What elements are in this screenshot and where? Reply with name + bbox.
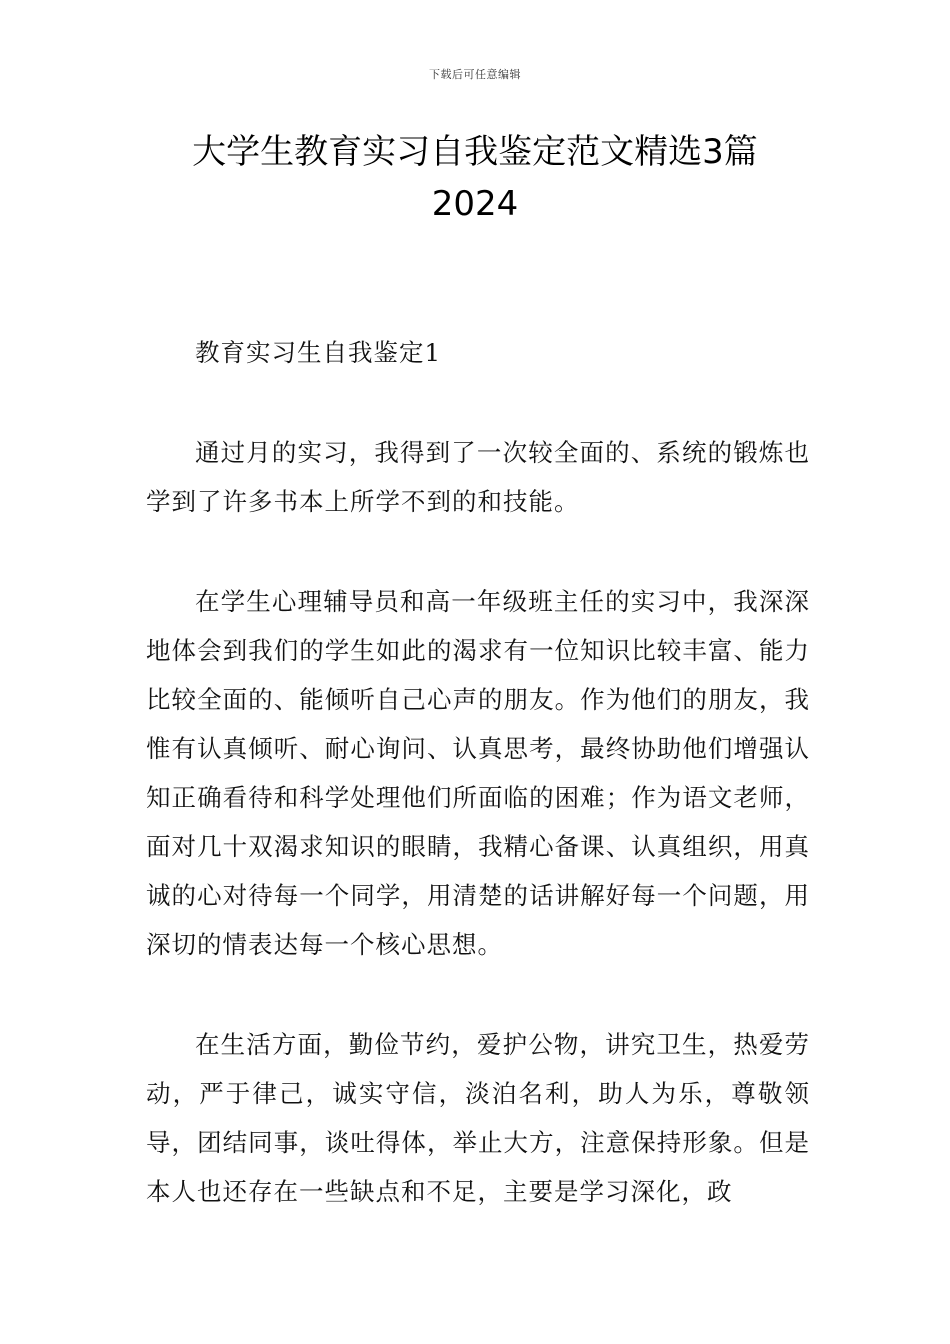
document-title xyxy=(120,126,830,230)
title-line-1: 大学生教育实习自我鉴定范文精选3篇 xyxy=(192,132,758,172)
paragraph-1: 通过月的实习，我得到了一次较全面的、系统的锻炼也学到了许多书本上所学不到的和技能。 xyxy=(146,438,810,516)
title-line-2: 2024 xyxy=(431,184,519,224)
section-heading: 教育实习生自我鉴定1 xyxy=(195,338,442,367)
paragraph-3: 在生活方面，勤俭节约，爱护公物，讲究卫生，热爱劳动，严于律己，诚实守信，淡泊名利，助人为乐，尊敬领导，团结同事，谈吐得体，举止大方，注意保持形象。但是本人也还存在一些缺点和不足，主要是学习深化，政 xyxy=(146,1030,810,1206)
document-body xyxy=(146,328,810,1267)
header-note: 下载后可任意编辑 xyxy=(429,68,521,81)
paragraph-2: 在学生心理辅导员和高一年级班主任的实习中，我深深地体会到我们的学生如此的渴求有一位知识比较丰富、能力比较全面的、能倾听自己心声的朋友。作为他们的朋友，我惟有认真倾听、耐心询问、认真思考，最终协助他们增强认知正确看待和科学处理他们所面临的困难；作为语文老师，面对几十双渴求知识的眼睛，我精心备课、认真组织，用真诚的心对待每一个同学，用清楚的话讲解好每一个问题，用深切的情表达每一个核心思想。 xyxy=(146,587,810,959)
